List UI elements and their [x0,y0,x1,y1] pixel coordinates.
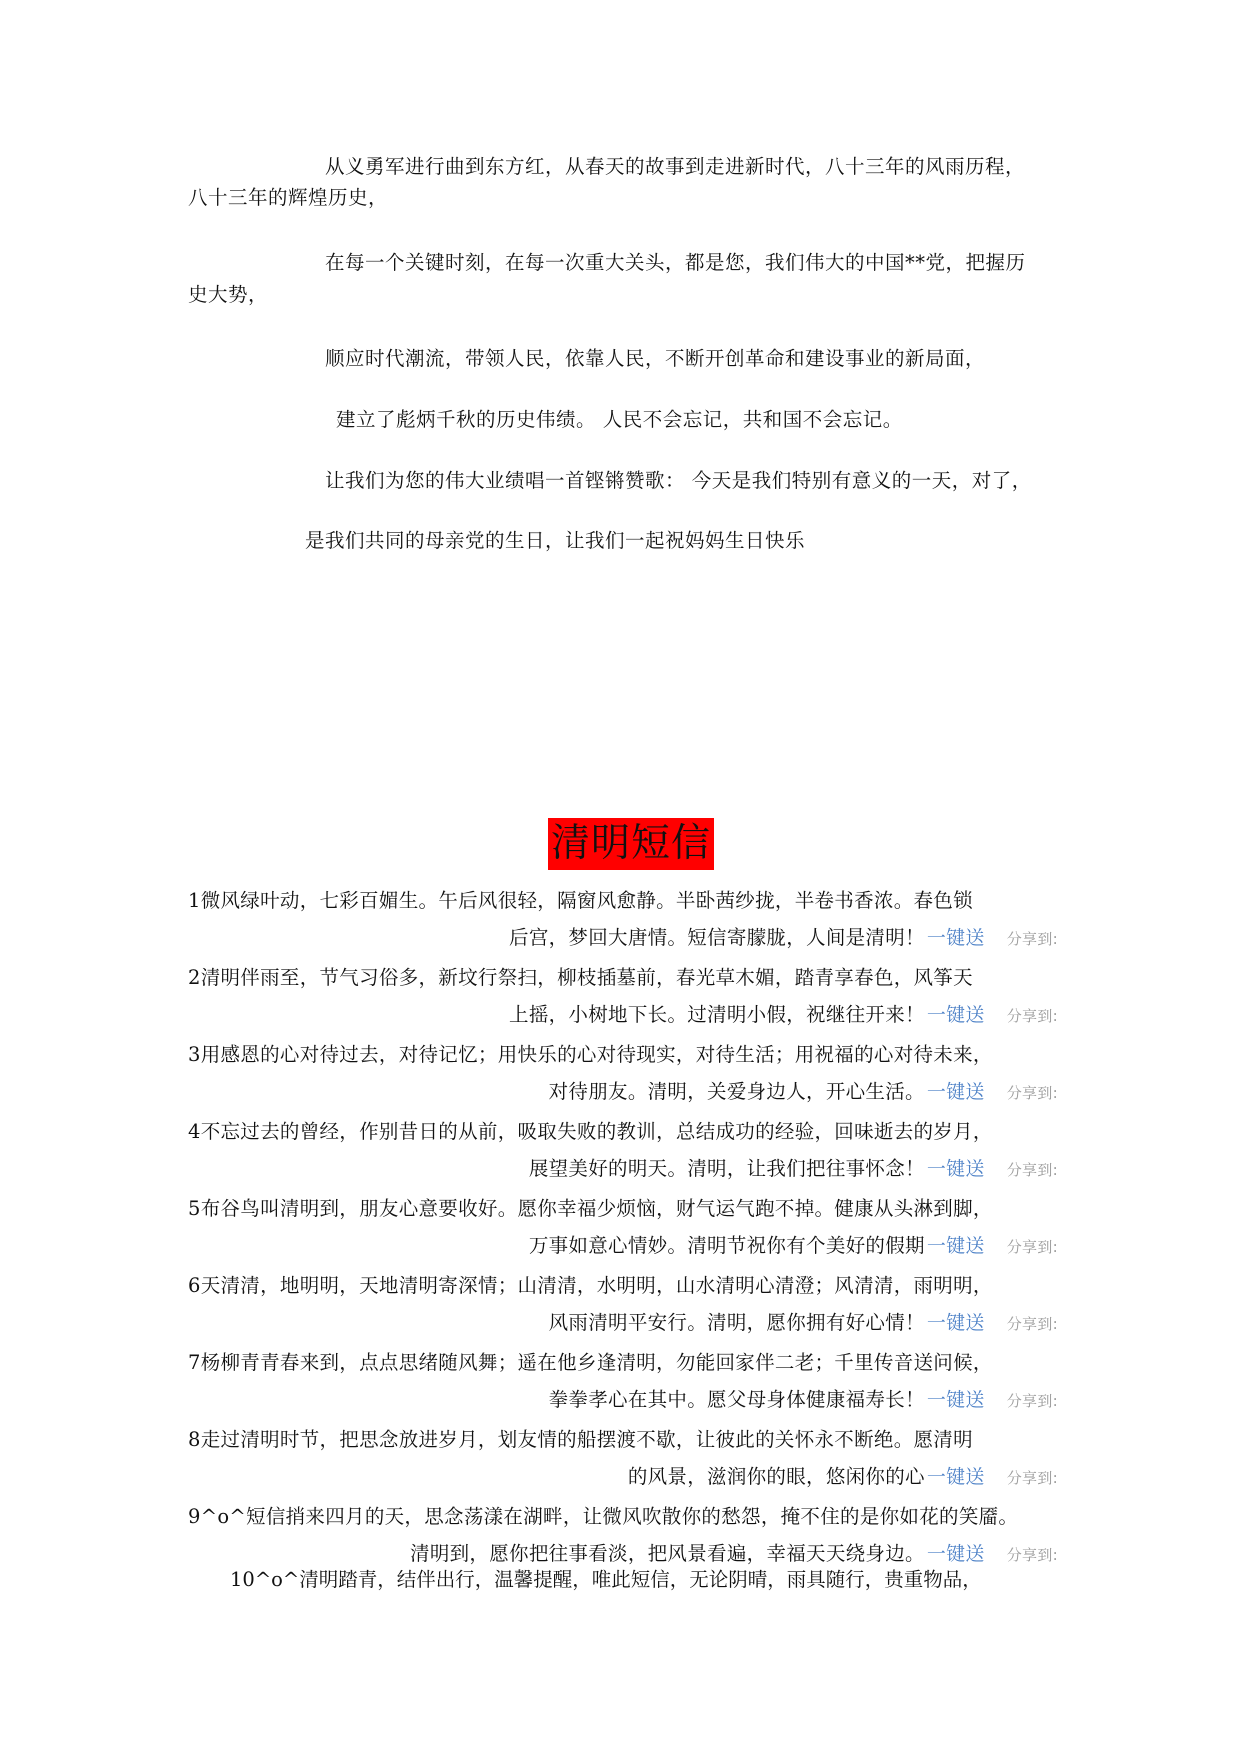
message-item-4 [188,1113,1058,1189]
intro-line-1: 从义勇军进行曲到东方红，从春天的故事到走进新时代，八十三年的风雨历程， [325,155,1026,178]
share-link[interactable]: 分享到: [1006,1315,1058,1333]
message-text: 1微风绿叶动，七彩百媚生。午后风很轻，隔窗风愈静。半卧茜纱拢，半卷书香浓。春色锁 [188,889,973,912]
intro-line-5: 顺应时代潮流，带领人民，依靠人民，不断开创革命和建设事业的新局面， [325,347,986,370]
share-link[interactable]: 分享到: [1006,1546,1058,1564]
share-link[interactable]: 分享到: [1006,1469,1058,1487]
intro-line-6: 建立了彪炳千秋的历史伟绩。 人民不会忘记，共和国不会忘记。 [336,408,903,431]
message-text: 7杨柳青青春来到，点点思绪随风舞；遥在他乡逢清明，勿能回家伴二老；千里传音送问候， [188,1351,993,1374]
send-link[interactable]: 一键送 [926,1081,985,1103]
message-item-3 [188,1036,1058,1112]
intro-line-7: 让我们为您的伟大业绩唱一首铿锵赞歌： 今天是我们特别有意义的一天，对了， [325,469,1032,492]
message-item-9 [188,1498,1058,1574]
message-text: 9^o^短信捎来四月的天，思念荡漾在湖畔，让微风吹散你的愁怨，掩不住的是你如花的笑靥。 [188,1505,1019,1528]
intro-line-8: 是我们共同的母亲党的生日，让我们一起祝妈妈生日快乐 [305,529,806,552]
message-text: 万事如意心情妙。清明节祝你有个美好的假期 [528,1234,925,1257]
message-text: 6天清清，地明明，天地清明寄深情；山清清，水明明，山水清明心清澄；风清清，雨明明， [188,1274,993,1297]
send-link[interactable]: 一键送 [926,927,985,949]
share-link[interactable]: 分享到: [1006,1238,1058,1256]
message-item-5 [188,1190,1058,1266]
message-text: 8走过清明时节，把思念放进岁月，划友情的船摆渡不歇，让彼此的关怀永不断绝。愿清明 [188,1428,973,1451]
send-link[interactable]: 一键送 [926,1235,985,1257]
message-item-7 [188,1344,1058,1420]
intro-line-4: 史大势， [188,283,269,306]
intro-line-3: 在每一个关键时刻，在每一次重大关头，都是您，我们伟大的中国**党，把握历 [325,251,1026,274]
share-link[interactable]: 分享到: [1006,930,1058,948]
share-link[interactable]: 分享到: [1006,1007,1058,1025]
send-link[interactable]: 一键送 [926,1466,985,1488]
message-text: 3用感恩的心对待过去，对待记忆；用快乐的心对待现实，对待生活；用祝福的心对待未来， [188,1043,993,1066]
intro-line-2: 八十三年的辉煌历史， [188,186,389,209]
share-link[interactable]: 分享到: [1006,1392,1058,1410]
message-item-6 [188,1267,1058,1343]
section-title: 清明短信 [548,818,714,870]
message-item-8 [188,1421,1058,1497]
message-text: 清明到，愿你把往事看淡，把风景看遍，幸福天天绕身边。 [410,1542,925,1565]
send-link[interactable]: 一键送 [926,1158,985,1180]
message-text: 风雨清明平安行。清明，愿你拥有好心情！ [548,1311,925,1334]
message-item-2 [188,959,1058,1035]
message-text: 上摇，小树地下长。过清明小假，祝继往开来！ [509,1003,925,1026]
message-text: 展望美好的明天。清明，让我们把往事怀念！ [528,1157,925,1180]
send-link[interactable]: 一键送 [926,1312,985,1334]
message-text: 5布谷鸟叫清明到，朋友心意要收好。愿你幸福少烦恼，财气运气跑不掉。健康从头淋到脚， [188,1197,993,1220]
message-text: 4不忘过去的曾经，作别昔日的从前，吸取失败的教训，总结成功的经验，回味逝去的岁月， [188,1120,993,1143]
send-link[interactable]: 一键送 [926,1543,985,1565]
message-item-1 [188,882,1058,958]
send-link[interactable]: 一键送 [926,1004,985,1026]
message-text: 拳拳孝心在其中。愿父母身体健康福寿长！ [548,1388,925,1411]
message-text: 对待朋友。清明，关爱身边人，开心生活。 [548,1080,925,1103]
share-link[interactable]: 分享到: [1006,1084,1058,1102]
message-item-10: 10^o^清明踏青，结伴出行，温馨提醒，唯此短信，无论阴晴，雨具随行，贵重物品， [230,1568,982,1591]
message-text: 2清明伴雨至，节气习俗多，新坟行祭扫，柳枝插墓前，春光草木媚，踏青享春色，风筝天 [188,966,973,989]
send-link[interactable]: 一键送 [926,1389,985,1411]
message-text: 后宫，梦回大唐情。短信寄朦胧，人间是清明！ [509,926,925,949]
share-link[interactable]: 分享到: [1006,1161,1058,1179]
message-text: 的风景，滋润你的眼，悠闲你的心 [627,1465,925,1488]
